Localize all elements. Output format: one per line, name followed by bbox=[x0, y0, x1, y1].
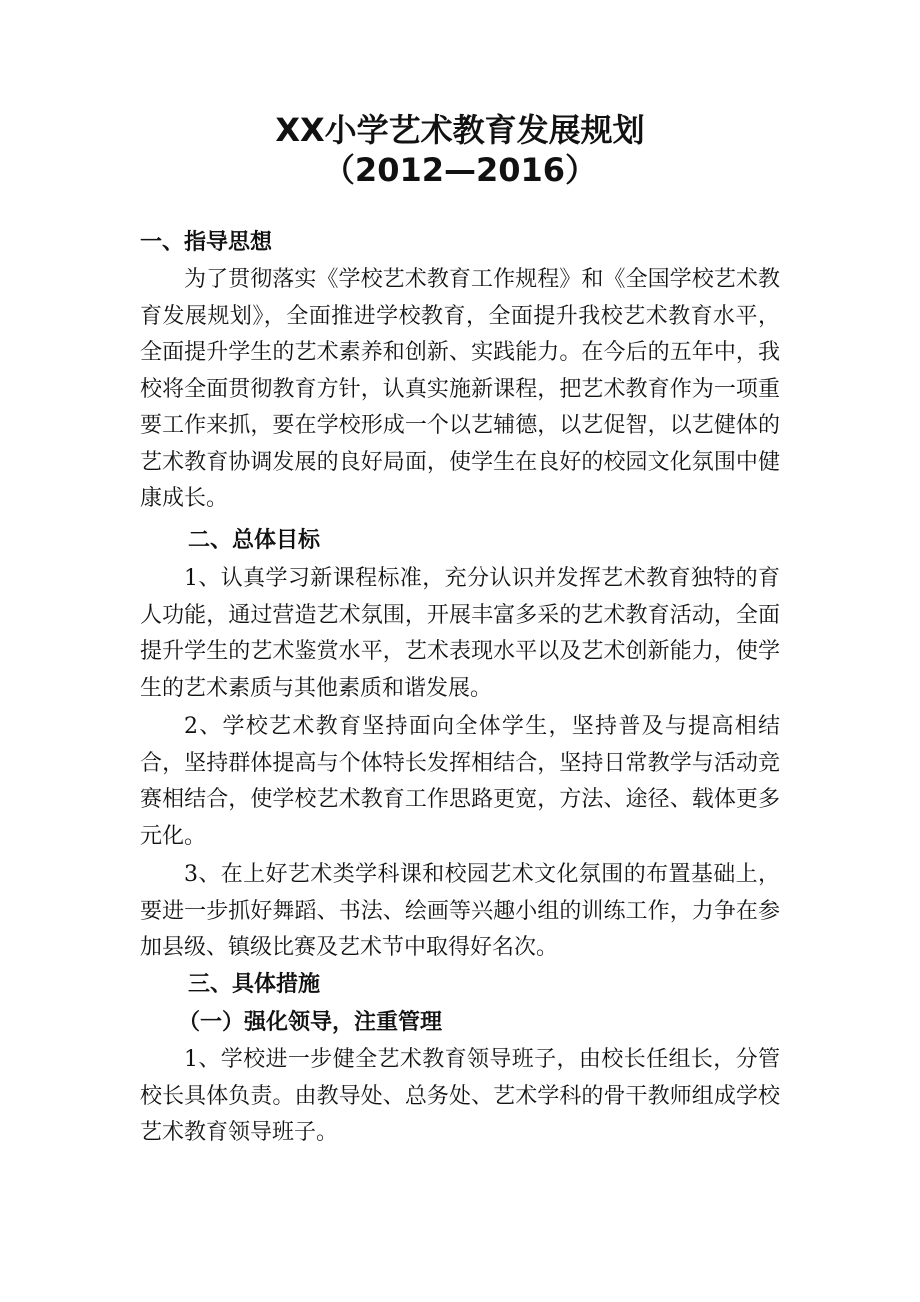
goal-item-2: 2、学校艺术教育坚持面向全体学生，坚持普及与提高相结合，坚持群体提高与个体特长发挥相结合，坚持日常教学与活动竞赛相结合，使学校艺术教育工作思路更宽，方法、途径、载体更多元化。 bbox=[140, 714, 780, 849]
document-title: XX小学艺术教育发展规划 bbox=[275, 111, 645, 149]
guiding-paragraph: 为了贯彻落实《学校艺术教育工作规程》和《全国学校艺术教育发展规划》，全面推进学校教育，全面提升我校艺术教育水平，全面提升学生的艺术素养和创新、实践能力。在今后的五年中，我校将全面贯彻教育方针，认真实施新课程，把艺术教育作为一项重要工作来抓，要在学校形成一个以艺辅德，以艺促智，以艺健体的艺术教育协调发展的良好局面，使学生在良好的校园文化氛围中健康成长。 bbox=[140, 267, 780, 511]
goal-item-3: 3、在上好艺术类学科课和校园艺术文化氛围的布置基础上，要进一步抓好舞蹈、书法、绘画等兴趣小组的训练工作，力争在参加县级、镇级比赛及艺术节中取得好名次。 bbox=[140, 862, 780, 960]
measure-item-1: 1、学校进一步健全艺术教育领导班子，由校长任组长，分管校长具体负责。由教导处、总务处、艺术学科的骨干教师组成学校艺术教育领导班子。 bbox=[140, 1047, 780, 1145]
subsection-heading-leadership: （一）强化领导，注重管理 bbox=[178, 1010, 443, 1035]
goal-item-1: 1、认真学习新课程标准，充分认识并发挥艺术教育独特的育人功能，通过营造艺术氛围，开展丰富多采的艺术教育活动，全面提升学生的艺术鉴赏水平，艺术表现水平以及艺术创新能力，使学生的艺术素质与其他素质和谐发展。 bbox=[140, 566, 780, 701]
document-subtitle: （2012—2016） bbox=[322, 151, 598, 189]
section-heading-goals: 二、总体目标 bbox=[188, 528, 321, 553]
section-heading-guiding: 一、指导思想 bbox=[140, 230, 273, 255]
section-heading-measures: 三、具体措施 bbox=[188, 972, 321, 997]
